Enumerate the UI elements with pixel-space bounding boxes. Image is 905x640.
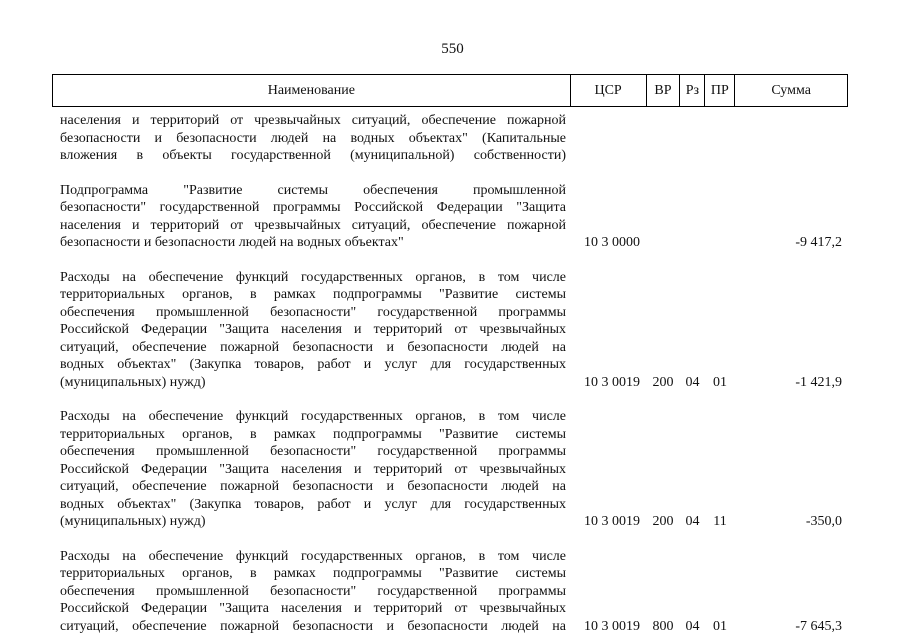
row-name-line: водных объектах" (Закупка товаров, работ и услуг для государственных	[60, 357, 566, 372]
row-name-line: Расходы на обеспечение функций государственных органов, в том числе	[60, 269, 566, 285]
row-vr: 200	[652, 374, 674, 390]
row-vr: 800	[652, 618, 674, 634]
row-pr: 01	[713, 618, 727, 634]
row-name	[52, 112, 570, 165]
row-name-line: (муниципальных) нужд)	[60, 374, 206, 390]
header-csr: ЦСР	[570, 75, 646, 106]
row-name-line: безопасности" государственной программы Российской Федерации "Защита	[60, 200, 566, 215]
row-name-line: водных объектах" (Закупка товаров, работ и услуг для государственных	[60, 496, 566, 512]
row-name-line: ситуаций, обеспечение пожарной безопасности и безопасности людей на	[60, 479, 566, 494]
row-name-line: населения и территорий от чрезвычайных ситуаций, обеспечение пожарной	[60, 217, 566, 233]
table-row	[52, 112, 848, 165]
page-number: 550	[441, 41, 464, 57]
row-name-line: территориальных органов, в рамках подпрограммы "Развитие системы	[60, 287, 566, 302]
row-csr: 10 3 0019	[584, 514, 640, 529]
row-name-line: ситуаций, обеспечение пожарной безопасности и безопасности людей на	[60, 339, 566, 355]
table-row	[52, 408, 848, 531]
row-name-line: Российской Федерации "Защита населения и территорий от чрезвычайных	[60, 601, 566, 616]
row-sum: -9 417,2	[795, 235, 842, 250]
row-rz: 04	[685, 374, 700, 390]
row-pr: 11	[713, 514, 727, 529]
row-csr: 10 3 0000	[584, 235, 640, 250]
row-name-line: безопасности и безопасности людей на водных объектах" (Капитальные	[60, 130, 566, 146]
row-name	[52, 182, 570, 252]
header-rz: Рз	[679, 75, 704, 106]
row-sum: -7 645,3	[795, 618, 842, 634]
header-vr: ВР	[646, 75, 680, 106]
row-rz: 04	[685, 514, 700, 529]
row-name-line: (муниципальных) нужд)	[60, 514, 206, 529]
row-name-line: территориальных органов, в рамках подпрограммы "Развитие системы	[60, 566, 566, 581]
table-row	[52, 269, 848, 392]
row-name-line: Российской Федерации "Защита населения и территорий от чрезвычайных	[60, 461, 566, 477]
row-name-line: Российской Федерации "Защита населения и территорий от чрезвычайных	[60, 322, 566, 337]
row-name-line: Расходы на обеспечение функций государственных органов, в том числе	[60, 548, 566, 564]
table-header	[52, 74, 848, 107]
row-name-line: обеспечения промышленной безопасности" государственной программы	[60, 304, 566, 320]
row-pr: 01	[713, 374, 727, 390]
table-body	[52, 112, 848, 635]
row-name-line: безопасности и безопасности людей на водных объектах"	[60, 235, 404, 250]
row-name-line: обеспечения промышленной безопасности" государственной программы	[60, 583, 566, 599]
row-name-line: обеспечения промышленной безопасности" государственной программы	[60, 444, 566, 459]
row-name-line: населения и территорий от чрезвычайных ситуаций, обеспечение пожарной	[60, 113, 566, 128]
row-sum: -1 421,9	[795, 374, 842, 390]
table-row	[52, 548, 848, 636]
row-name-line: Расходы на обеспечение функций государственных органов, в том числе	[60, 409, 566, 424]
row-name-line: ситуаций, обеспечение пожарной безопасности и безопасности людей на	[60, 618, 566, 634]
row-name	[52, 548, 570, 636]
row-name	[52, 269, 570, 392]
row-name-line: территориальных органов, в рамках подпрограммы "Развитие системы	[60, 426, 566, 442]
row-rz: 04	[685, 618, 700, 634]
header-name: Наименование	[267, 82, 355, 98]
row-vr: 200	[652, 514, 674, 529]
budget-table	[52, 74, 848, 635]
header-pr: ПР	[704, 75, 734, 106]
row-name-line: вложения в объекты государственной (муниципальной) собственности)	[60, 148, 566, 163]
row-csr: 10 3 0019	[584, 618, 640, 634]
table-row	[52, 182, 848, 252]
row-name	[52, 408, 570, 531]
row-name-line: Подпрограмма "Развитие системы обеспечения промышленной	[60, 182, 566, 198]
header-sum: Сумма	[734, 75, 847, 106]
row-sum: -350,0	[805, 514, 842, 529]
row-csr: 10 3 0019	[584, 374, 640, 390]
